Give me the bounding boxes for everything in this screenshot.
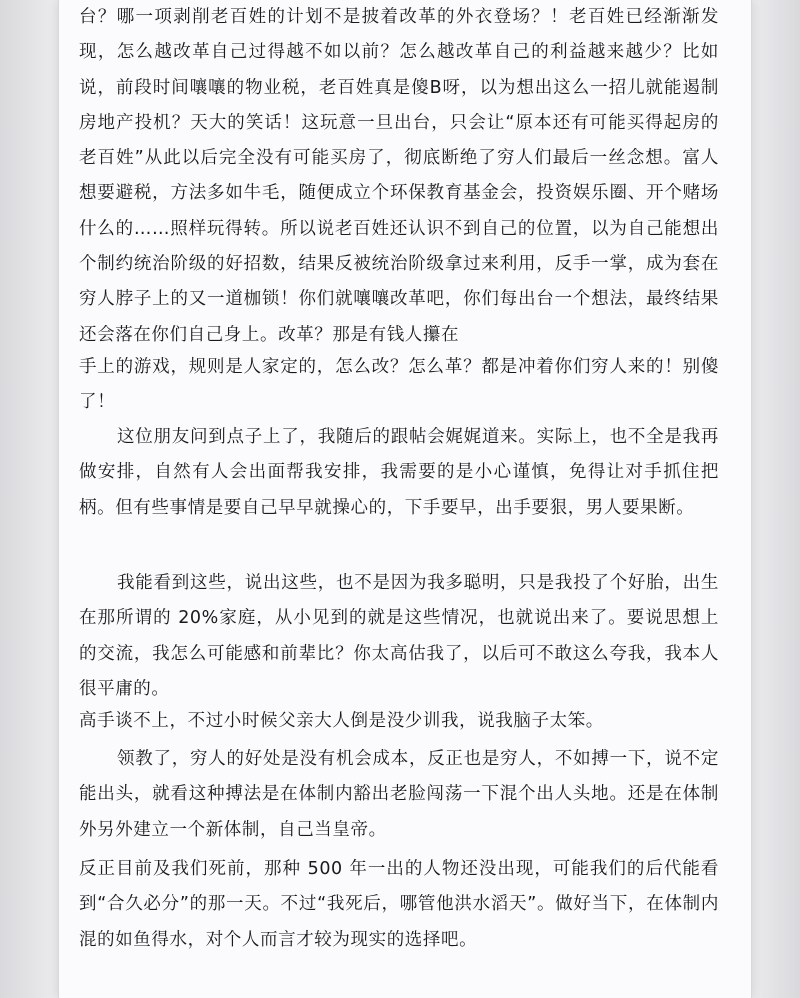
right-page-shadow [750, 0, 800, 998]
paragraph-3: 这位朋友问到点子上了，我随后的跟帖会娓娓道来。实际上，也不全是我再做安排，自然有人会出面帮我安排，我需要的是小心谨慎，免得让对手抓住把柄。但有些事情是要自己早早就操心的，下手要早，出手要狠，男人要果断。 [79, 427, 719, 518]
paragraph-1: 台？哪一项剥削老百姓的计划不是披着改革的外衣登场？！老百姓已经渐渐发现，怎么越改革自己过得越不如以前？怎么越改革自己的利益越来越少？比如说，前段时间嚷嚷的物业税，老百姓真是傻B呀，以为想出这么一招儿就能遏制房地产投机？天大的笑话！这玩意一旦出台，只会让“原本还有可能买得起房的老百姓”从此以后完全没有可能买房了，彻底断绝了穷人们最后一丝念想。富人想要避税，方法多如牛毛，随便成立个环保教育基金会，投资娱乐圈、开个赌场什么的……照样玩得转。所以说老百姓还认识不到自己的位置，以为自己能想出个制约统治阶级的好招数，结果反被统治阶级拿过来利用，反手一掌，成为套在穷人脖子上的又一道枷锁！你们就嚷嚷改革吧，你们每出台一个想法，最终结果还会落在你们自己身上。改革？那是有钱人攥在 [79, 7, 719, 345]
paragraph-2: 手上的游戏，规则是人家定的，怎么改？怎么革？都是冲着你们穷人来的！别傻了！ [79, 357, 719, 413]
paragraph-5: 高手谈不上，不过小时候父亲大人倒是没少训我，说我脑子太笨。 [79, 711, 604, 731]
left-page-shadow [0, 0, 58, 998]
document-page [58, 0, 752, 998]
paragraph-7: 反正目前及我们死前，那种 500 年一出的人物还没出现，可能我们的后代能看到“合久必分”的那一天。不过“我死后，哪管他洪水滔天”。做好当下，在体制内混的如鱼得水，对个人而言才较为现实的选择吧。 [79, 859, 719, 950]
paragraph-4: 我能看到这些，说出这些，也不是因为我多聪明，只是我投了个好胎，出生在那所谓的 20%家庭，从小见到的就是这些情况，也就说出来了。要说思想上的交流，我怎么可能感和前辈比？你太高估我了，以后可不敢这么夸我，我本人很平庸的。 [79, 573, 719, 699]
paragraph-6: 领教了，穷人的好处是没有机会成本，反正也是穷人，不如搏一下，说不定能出头，就看这种搏法是在体制内豁出老脸闯荡一下混个出人头地。还是在体制外另外建立一个新体制，自己当皇帝。 [79, 749, 719, 840]
